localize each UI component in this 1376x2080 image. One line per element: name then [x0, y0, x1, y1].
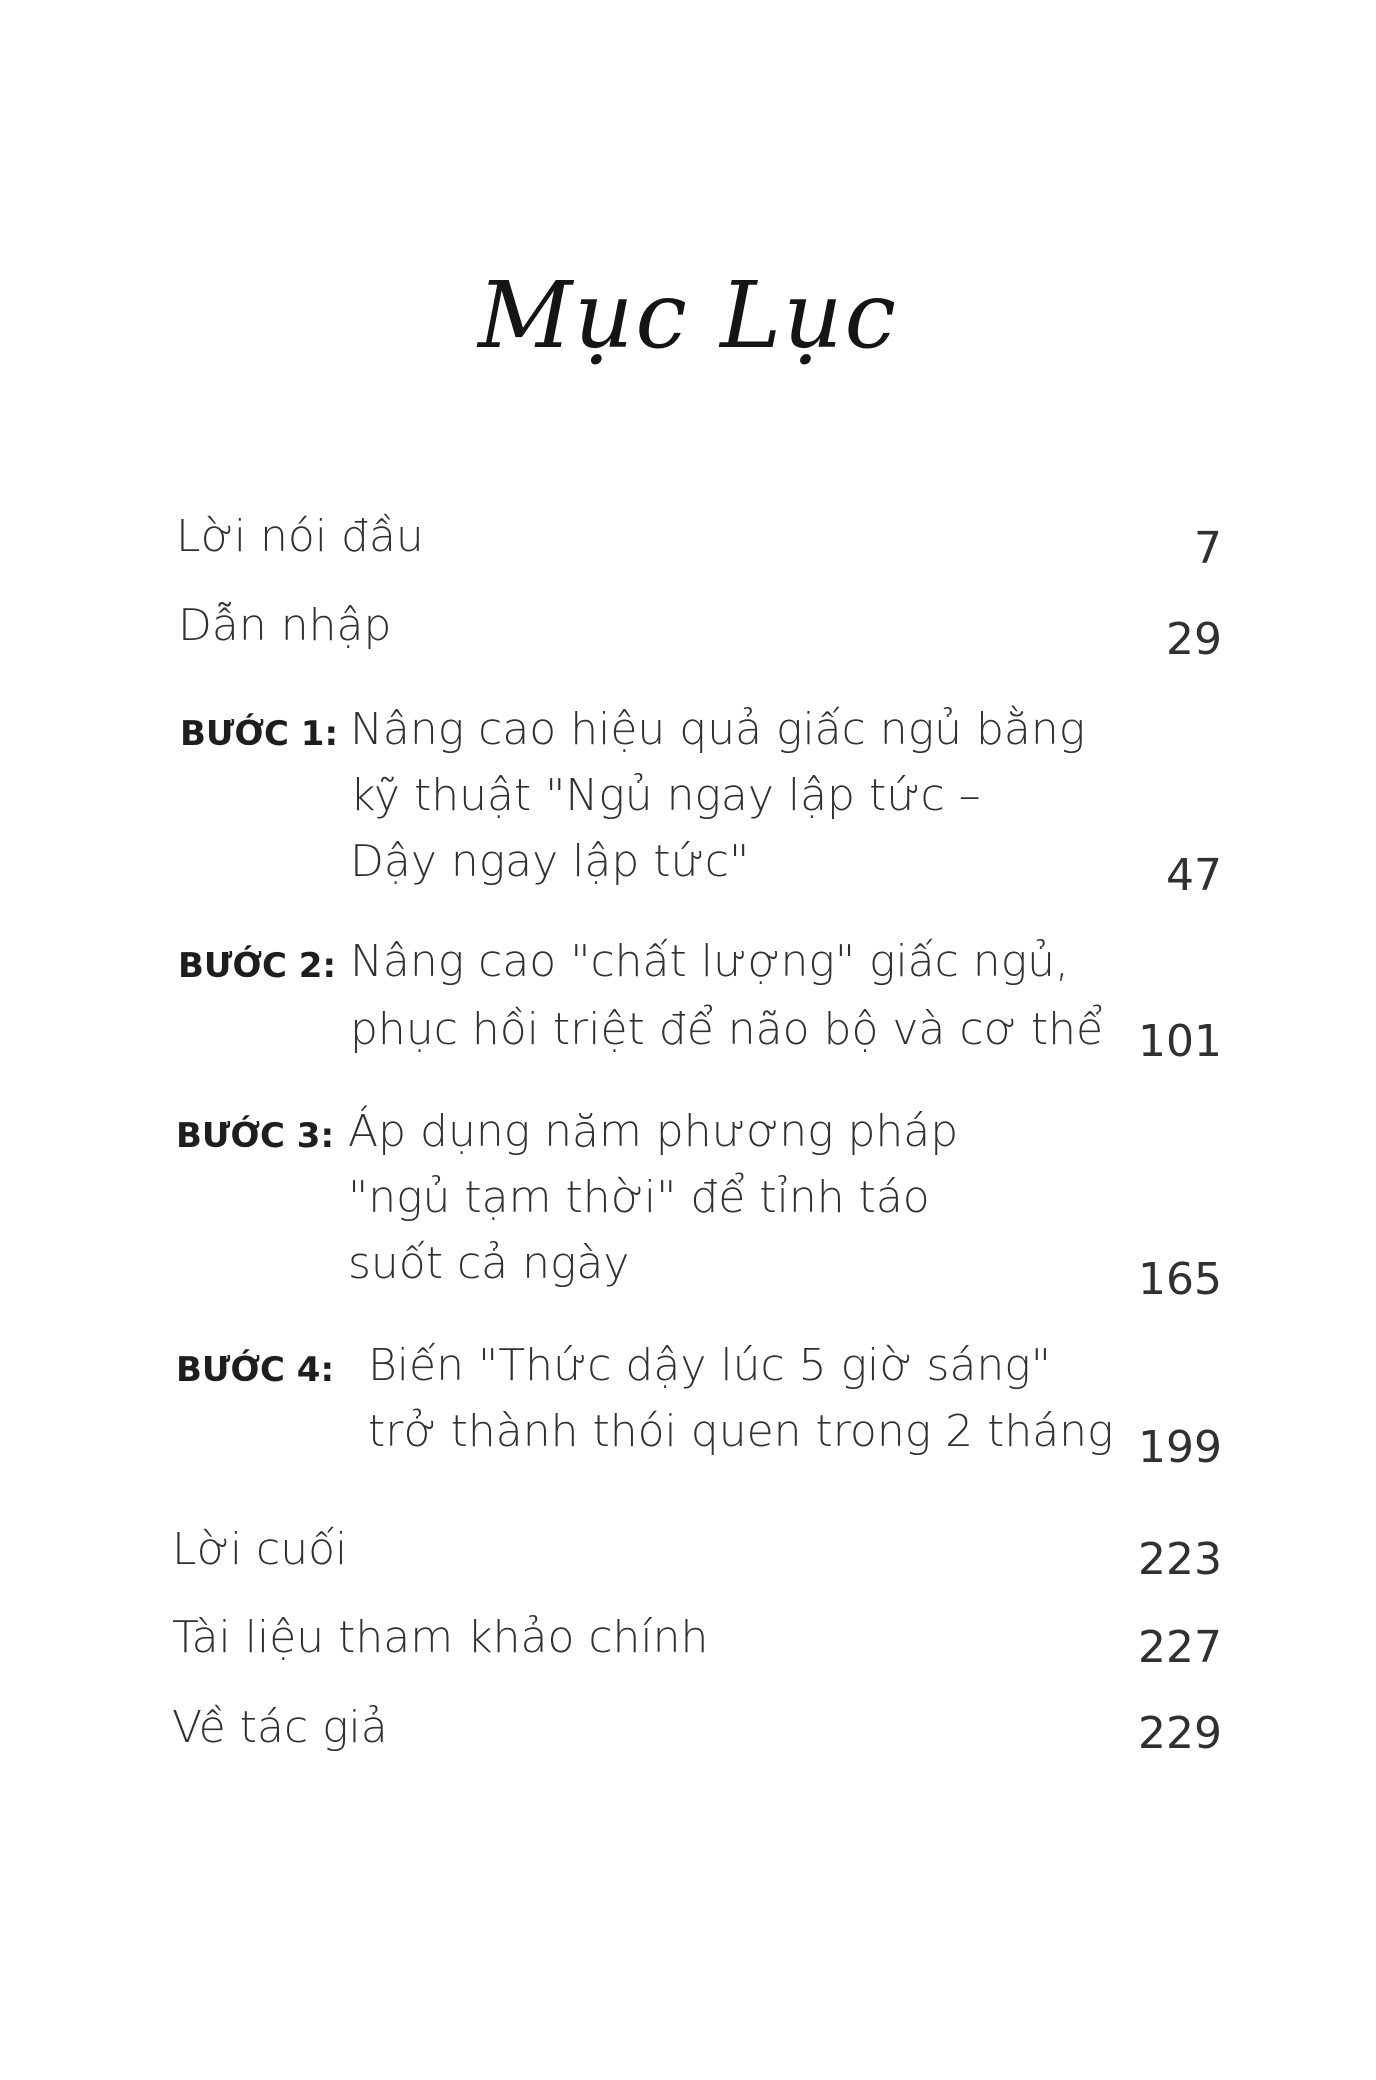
- step-title-line: kỹ thuật "Ngủ ngay lập tức –: [350, 770, 981, 821]
- step-title-line: Nâng cao "chất lượng" giấc ngủ,: [350, 936, 1069, 987]
- toc-entry-label: Tài liệu tham khảo chính: [172, 1612, 709, 1663]
- toc-entry-label: Dẫn nhập: [178, 600, 392, 651]
- toc-entry-label: Lời nói đầu: [176, 511, 424, 562]
- page-title: Mục Lục: [477, 262, 899, 369]
- toc-entry-page: 47: [1166, 850, 1222, 901]
- toc-entry-page: 29: [1166, 614, 1222, 665]
- step-label: BƯỚC 1:: [180, 714, 339, 754]
- step-label: BƯỚC 2:: [178, 946, 337, 986]
- toc-entry-page: 7: [1194, 523, 1222, 574]
- toc-entry-page: 199: [1138, 1422, 1222, 1473]
- step-title-line: trở thành thói quen trong 2 tháng: [368, 1406, 1114, 1457]
- toc-entry-page: 229: [1138, 1708, 1222, 1759]
- toc-entry-page: 165: [1138, 1254, 1222, 1305]
- step-title-line: Nâng cao hiệu quả giấc ngủ bằng: [350, 704, 1086, 755]
- step-title-line: Biến "Thức dậy lúc 5 giờ sáng": [368, 1340, 1051, 1391]
- toc-entry-page: 227: [1138, 1622, 1222, 1673]
- step-title-line: phục hồi triệt để não bộ và cơ thể: [350, 1004, 1104, 1055]
- toc-entry-page: 101: [1138, 1016, 1222, 1067]
- toc-entry-page: 223: [1138, 1534, 1222, 1585]
- step-title-line: Dậy ngay lập tức": [350, 836, 750, 887]
- step-label: BƯỚC 4:: [176, 1350, 335, 1390]
- step-title-line: "ngủ tạm thời" để tỉnh táo: [348, 1172, 930, 1223]
- step-title-line: suốt cả ngày: [348, 1238, 630, 1289]
- step-title-line: Áp dụng năm phương pháp: [348, 1106, 959, 1157]
- step-label: BƯỚC 3:: [176, 1116, 335, 1156]
- toc-entry-label: Lời cuối: [172, 1524, 348, 1575]
- toc-entry-label: Về tác giả: [172, 1702, 388, 1753]
